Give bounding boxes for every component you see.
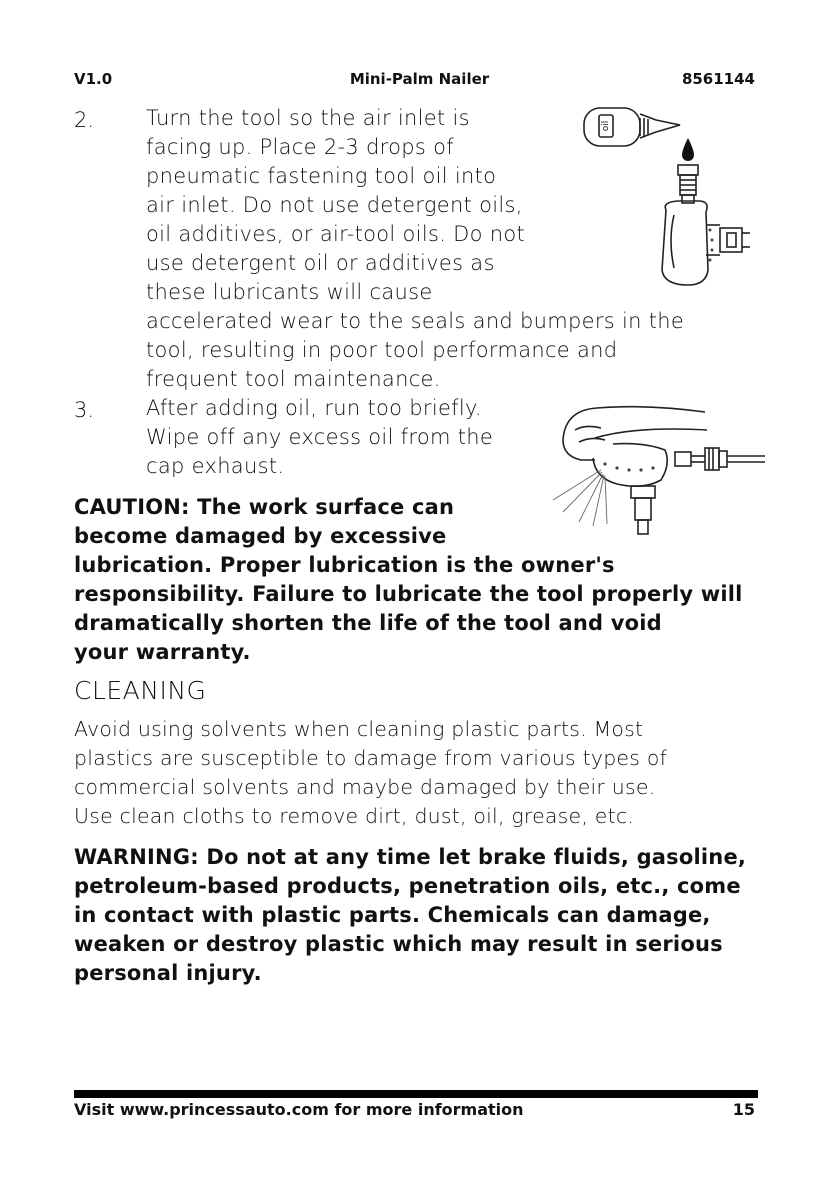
step-2-line: oil additives, or air-tool oils. Do not <box>146 222 526 246</box>
oil-bottle-nailer-illustration <box>578 100 778 300</box>
caution-line: become damaged by excessive <box>74 524 447 548</box>
cleaning-line: Use clean cloths to remove dirt, dust, oil, grease, etc. <box>74 804 635 828</box>
step-2-number: 2. <box>74 108 95 132</box>
step-2-line: accelerated wear to the seals and bumpers in the <box>146 309 685 333</box>
header-version: V1.0 <box>74 70 113 88</box>
step-3-text <box>146 394 493 481</box>
warning-line: personal injury. <box>74 961 262 985</box>
step-3-line: Wipe off any excess oil from the <box>146 425 494 449</box>
warning-notice <box>74 843 746 988</box>
cleaning-line: plastics are susceptible to damage from various types of <box>74 746 667 770</box>
step-2-line: air inlet. Do not use detergent oils, <box>146 193 523 217</box>
cleaning-paragraph <box>74 715 667 831</box>
oil-bottle-label: oil <box>601 120 611 132</box>
step-2-line: tool, resulting in poor tool performance and <box>146 338 618 362</box>
warning-line: in contact with plastic parts. Chemicals can damage, <box>74 903 711 927</box>
caution-line: dramatically shorten the life of the tool and void <box>74 611 662 635</box>
caution-notice <box>74 493 743 667</box>
step-2-line: these lubricants will cause <box>146 280 433 304</box>
footer-divider <box>74 1090 758 1098</box>
caution-line: CAUTION: The work surface can <box>74 495 455 519</box>
step-2-line: frequent tool maintenance. <box>146 367 441 391</box>
footer-website-text: Visit www.princessauto.com for more information <box>74 1100 524 1119</box>
step-2-line: pneumatic fastening tool oil into <box>146 164 497 188</box>
step-3-line: cap exhaust. <box>146 454 285 478</box>
caution-line: lubrication. Proper lubrication is the owner's <box>74 553 615 577</box>
step-3-line: After adding oil, run too briefly. <box>146 396 482 420</box>
step-2-line: facing up. Place 2-3 drops of <box>146 135 454 159</box>
header-title: Mini-Palm Nailer <box>349 70 490 88</box>
page-number: 15 <box>732 1100 755 1119</box>
oil-drop-icon <box>682 138 694 161</box>
caution-line: your warranty. <box>74 640 251 664</box>
cleaning-line: commercial solvents and maybe damaged by their use. <box>74 775 656 799</box>
cleaning-line: Avoid using solvents when cleaning plastic parts. Most <box>74 717 644 741</box>
step-2-line: Turn the tool so the air inlet is <box>146 106 470 130</box>
step-3-number: 3. <box>74 398 95 422</box>
warning-line: weaken or destroy plastic which may result in serious <box>74 932 723 956</box>
header-part-number: 8561144 <box>681 70 755 88</box>
warning-line: WARNING: Do not at any time let brake fluids, gasoline, <box>74 845 747 869</box>
warning-line: petroleum-based products, penetration oils, etc., come <box>74 874 741 898</box>
cleaning-heading: CLEANING <box>74 676 207 705</box>
caution-line: responsibility. Failure to lubricate the tool properly will <box>74 582 743 606</box>
step-2-line: use detergent oil or additives as <box>146 251 495 275</box>
